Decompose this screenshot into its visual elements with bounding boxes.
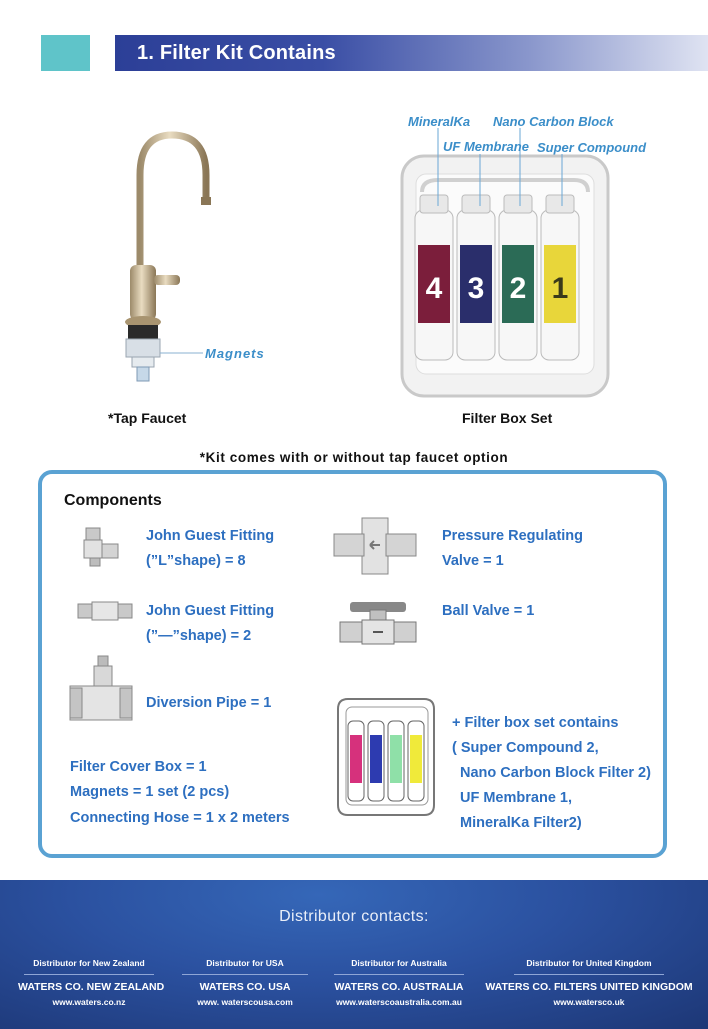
cartridge-number: 1 xyxy=(551,272,569,305)
super-compound-label: Super Compound xyxy=(537,140,647,155)
cartridge-number: 3 xyxy=(467,272,485,305)
distributor-name: WATERS CO. NEW ZEALAND xyxy=(18,981,165,993)
jg-l-line2: (”L”shape) = 8 xyxy=(146,553,246,569)
filter-set-line2: ( Super Compound 2, xyxy=(452,740,599,756)
filter-set-line1: + Filter box set contains xyxy=(452,715,619,731)
magnets-label: Magnets xyxy=(205,346,265,361)
tap-faucet-caption: *Tap Faucet xyxy=(108,410,187,426)
distributor-website[interactable]: www.watersco.uk xyxy=(553,997,625,1007)
uf-membrane-label: UF Membrane xyxy=(443,139,529,154)
filter-box-caption: Filter Box Set xyxy=(462,410,553,426)
distributor-uk xyxy=(484,958,694,1007)
prv-line2: Valve = 1 xyxy=(442,553,504,569)
ball-valve-icon xyxy=(340,600,416,646)
jg-dash-line1: John Guest Fitting xyxy=(146,603,275,619)
cartridge-number: 2 xyxy=(509,272,527,305)
filter-set-line5: MineralKa Filter2) xyxy=(460,815,582,831)
mineralka-label: MineralKa xyxy=(408,114,471,129)
kit-note: *Kit comes with or without tap faucet option xyxy=(199,450,509,465)
header-accent-square xyxy=(41,35,90,71)
l-fitting-icon xyxy=(82,528,124,568)
distributor-name: WATERS CO. FILTERS UNITED KINGDOM xyxy=(485,981,693,993)
ball-valve-text: Ball Valve = 1 xyxy=(442,603,535,619)
straight-fitting-icon xyxy=(78,600,134,622)
hose-text: Connecting Hose = 1 x 2 meters xyxy=(70,810,290,826)
nano-carbon-label: Nano Carbon Block xyxy=(493,114,614,129)
distributor-region: Distributor for USA xyxy=(206,958,284,968)
diversion-pipe-icon xyxy=(70,656,132,722)
prv-line1: Pressure Regulating xyxy=(442,528,584,544)
distributor-website[interactable]: www.waters.co.nz xyxy=(52,997,126,1007)
page-title: 1. Filter Kit Contains xyxy=(137,42,336,64)
distributor-title: Distributor contacts: xyxy=(279,908,429,925)
diversion-pipe-text: Diversion Pipe = 1 xyxy=(146,695,272,711)
distributor-name: WATERS CO. USA xyxy=(199,981,291,993)
filter-set-line3: Nano Carbon Block Filter 2) xyxy=(460,765,651,781)
distributor-name: WATERS CO. AUSTRALIA xyxy=(334,981,464,993)
magnets-text: Magnets = 1 set (2 pcs) xyxy=(70,784,230,800)
cartridge-number: 4 xyxy=(425,272,443,305)
filter-set-line4: UF Membrane 1, xyxy=(460,790,572,806)
distributor-region: Distributor for New Zealand xyxy=(33,958,145,968)
distributor-region: Distributor for Australia xyxy=(351,958,447,968)
distributor-website[interactable]: www.waterscoaustralia.com.au xyxy=(336,997,462,1007)
cover-box-text: Filter Cover Box = 1 xyxy=(70,759,207,775)
components-title: Components xyxy=(64,492,162,509)
filter-box-drawing-icon xyxy=(332,695,442,825)
distributor-nz xyxy=(18,958,165,1007)
distributor-australia xyxy=(330,958,468,1007)
distributor-usa xyxy=(180,958,310,1007)
jg-l-line1: John Guest Fitting xyxy=(146,528,275,544)
distributor-region: Distributor for United Kingdom xyxy=(526,958,652,968)
pressure-valve-icon xyxy=(334,518,416,574)
magnets-pointer-line xyxy=(160,352,205,354)
jg-dash-line2: (”—”shape) = 2 xyxy=(146,628,252,644)
distributor-website[interactable]: www. waterscousa.com xyxy=(197,997,293,1007)
